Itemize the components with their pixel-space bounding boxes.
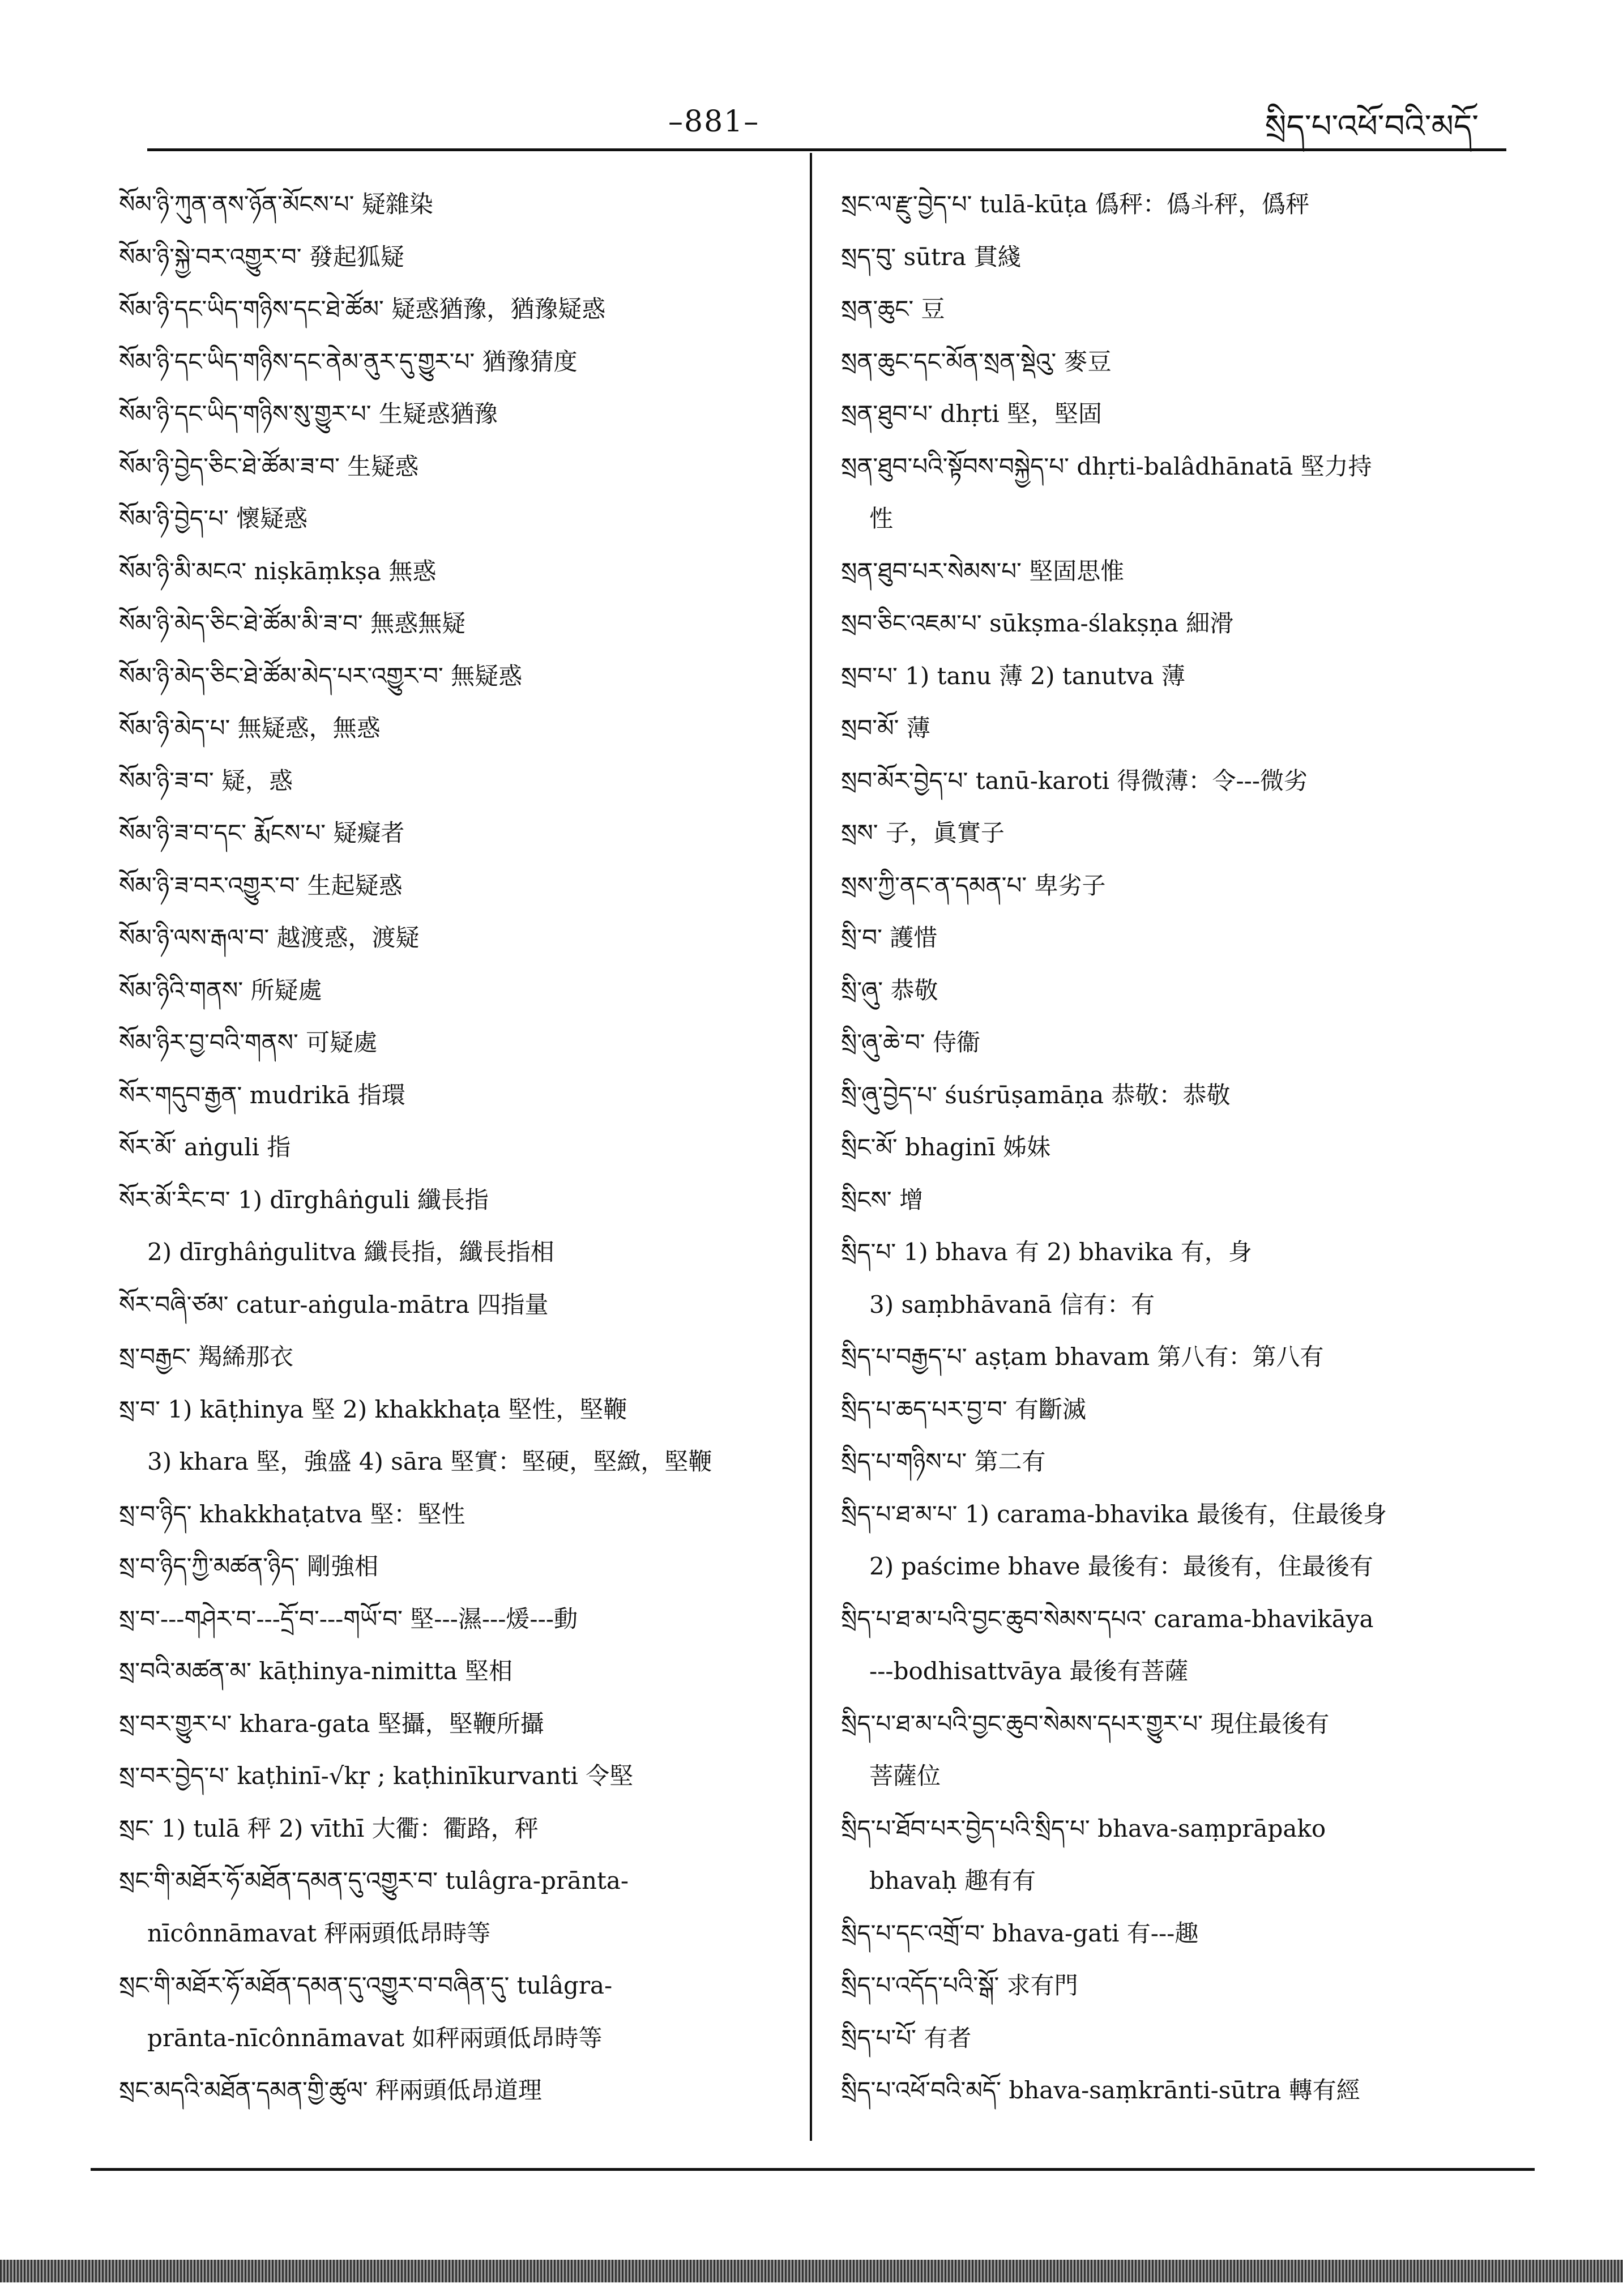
dictionary-entry: སྲིད་པ་དང་འགྲོ་བ་ bhava-gati 有---趣 xyxy=(841,1919,1199,1947)
dictionary-entry: སོམ་ཉི་དང་ཡིད་གཉིས་སུ་གྱུར་པ་ 生疑惑猶豫 xyxy=(119,400,498,428)
dictionary-entry: སྲིད་པ་པོ་ 有者 xyxy=(841,2024,972,2052)
left-column xyxy=(119,178,804,2117)
dictionary-entry: སྲིད་པ་བརྒྱད་པ་ aṣṭam bhavam 第八有：第八有 xyxy=(841,1343,1324,1371)
dictionary-entry: སོམ་ཉི་སྐྱེ་བར་འགྱུར་བ་ 發起狐疑 xyxy=(119,242,404,271)
dictionary-entry: སོམ་ཉི་ལས་རྒལ་བ་ 越渡惑，渡疑 xyxy=(119,924,420,951)
dictionary-entry: སོམ་ཉི་བྱེད་ཅིང་ཐེ་ཚོམ་ཟ་བ་ 生疑惑 xyxy=(119,452,419,480)
dictionary-entry: སྲན་ཐུབ་པར་སེམས་པ་ 堅固思惟 xyxy=(841,557,1125,585)
dictionary-entry: སྲང་ 1) tulā 秤 2) vīthī 大衢：衢路，秤 xyxy=(119,1814,539,1842)
dictionary-entry: སྲ་བ་ཉིད་ khakkhaṭatva 堅：堅性 xyxy=(119,1500,465,1528)
entry-continuation: ---bodhisattvāya 最後有菩薩 xyxy=(869,1657,1189,1685)
page-number: –881– xyxy=(668,105,760,139)
dictionary-entry: སོར་བཞི་ཙམ་ catur-aṅgula-mātra 四指量 xyxy=(119,1290,549,1318)
entry-continuation: 3) khara 堅，強盛 4) sāra 堅實：堅硬，堅緻，堅鞭 xyxy=(147,1448,712,1475)
entry-continuation: 2) dīrghâṅgulitva 纖長指，纖長指相 xyxy=(147,1238,554,1266)
dictionary-entry: སྲས་ 子，眞實子 xyxy=(841,819,1005,847)
dictionary-entry: སྲན་ཐུབ་པའི་སྟོབས་བསྐྱེད་པ་ dhṛti-balâdhānatā 堅力持 xyxy=(841,452,1372,480)
bottom-rule xyxy=(91,2168,1535,2171)
dictionary-entry: སྲབ་ཅིང་འཇམ་པ་ sūkṣma-ślakṣṇa 細滑 xyxy=(841,609,1234,637)
dictionary-entry: སྲིད་པ་ཐ་མ་པའི་བྱང་ཆུབ་སེམས་དཔར་གྱུར་པ་ 現住最後有 xyxy=(841,1709,1330,1738)
dictionary-entry: སོམ་ཉི་མེད་ཅིང་ཐེ་ཚོམ་མི་ཟ་བ་ 無惑無疑 xyxy=(119,609,466,637)
dictionary-entry: སྲད་བུ་ sūtra 貫綫 xyxy=(841,242,1022,271)
dictionary-entry: སྲིད་པ་ཆད་པར་བྱ་བ་ 有斷滅 xyxy=(841,1395,1087,1423)
dictionary-entry: སྲི་ཞུ་བྱེད་པ་ śuśrūṣamāṇa 恭敬：恭敬 xyxy=(841,1081,1231,1109)
dictionary-entry: སོམ་ཉི་མེད་པ་ 無疑惑，無惑 xyxy=(119,714,381,742)
dictionary-entry: སྲབ་པ་ 1) tanu 薄 2) tanutva 薄 xyxy=(841,662,1185,690)
dictionary-entry: སྲིད་པ་འདོད་པའི་སྒོ་ 求有門 xyxy=(841,1971,1078,1999)
entry-continuation: prānta-nīcônnāmavat 如秤兩頭低昂時等 xyxy=(147,2024,603,2052)
dictionary-entry: སྲང་ལ་རྫུ་བྱེད་པ་ tulā-kūṭa 僞秤：僞斗秤，僞秤 xyxy=(841,190,1310,218)
dictionary-entry: སྲ་བའི་མཚན་མ་ kāṭhinya-nimitta 堅相 xyxy=(119,1657,512,1685)
dictionary-entry: སྲིད་པ་ཐོབ་པར་བྱེད་པའི་སྲིད་པ་ bhava-saṃprāpako xyxy=(841,1814,1326,1842)
column-divider xyxy=(810,153,812,2141)
dictionary-entry: སྲིད་པ་འཕོ་བའི་མདོ་ bhava-saṃkrānti-sūtra 轉有經 xyxy=(841,2076,1360,2104)
dictionary-entry: སྲིད་པ་ཐ་མ་པའི་བྱང་ཆུབ་སེམས་དཔའ་ carama-bhavikāya xyxy=(841,1604,1374,1633)
dictionary-entry: སོམ་ཉི་དང་ཡིད་གཉིས་དང་ནེམ་ནུར་དུ་གྱུར་པ་ 猶豫猜度 xyxy=(119,347,578,375)
dictionary-entry: སོམ་ཉིའི་གནས་ 所疑處 xyxy=(119,976,322,1004)
dictionary-entry: སོམ་ཉི་ཟ་བ་དང་ རྨོངས་པ་ 疑癡者 xyxy=(119,819,405,847)
dictionary-entry: སོམ་ཉི་མི་མངའ་ niṣkāṃkṣa 無惑 xyxy=(119,557,437,585)
dictionary-entry: སོམ་ཉི་ཟ་བ་ 疑，惑 xyxy=(119,766,293,795)
dictionary-entry: སོམ་ཉིར་བྱ་བའི་གནས་ 可疑處 xyxy=(119,1028,378,1056)
entry-continuation: 3) saṃbhāvanā 信有：有 xyxy=(869,1290,1155,1318)
dictionary-entry: སྲས་ཀྱི་ནང་ན་དམན་པ་ 卑劣子 xyxy=(841,871,1106,899)
entry-continuation: 2) paścime bhave 最後有：最後有，住最後有 xyxy=(869,1552,1373,1580)
running-head: སྲིད་པ་འཕོ་བའི་མདོ་ xyxy=(1265,108,1479,145)
dictionary-entry: སོམ་ཉི་དང་ཡིད་གཉིས་དང་ཐེ་ཚོམ་ 疑惑猶豫，猶豫疑惑 xyxy=(119,295,606,323)
dictionary-entry: སྲ་བར་གྱུར་པ་ khara-gata 堅攝，堅鞭所攝 xyxy=(119,1709,544,1738)
dictionary-entry: སོམ་ཉི་ཟ་བར་འགྱུར་བ་ 生起疑惑 xyxy=(119,871,403,899)
entry-continuation: 性 xyxy=(869,505,894,532)
dictionary-entry: སྲིང་མོ་ bhaginī 姊妹 xyxy=(841,1133,1051,1161)
top-rule xyxy=(147,148,1506,151)
scan-edge xyxy=(0,2260,1623,2282)
dictionary-entry: སྲི་ཞུ་ 恭敬 xyxy=(841,976,938,1004)
dictionary-entry: སྲང་མདའི་མཐོན་དམན་གྱི་ཚུལ་ 秤兩頭低昂道理 xyxy=(119,2076,542,2104)
dictionary-entry: སྲིད་པ་ 1) bhava 有 2) bhavika 有，身 xyxy=(841,1238,1252,1266)
dictionary-entry: སྲབ་མོར་བྱེད་པ་ tanū-karoti 得微薄：令---微劣 xyxy=(841,766,1308,795)
dictionary-entry: སྲ་བརྒྱང་ 羯絺那衣 xyxy=(119,1343,294,1371)
dictionary-entry: སོར་གདུབ་རྒྱན་ mudrikā 指環 xyxy=(119,1081,405,1109)
dictionary-entry: སྲང་གི་མཐོར་ཧོ་མཐོན་དམན་དུ་འགྱུར་བ་བཞིན་དུ་ tulâgra- xyxy=(119,1971,613,1999)
dictionary-entry: སྲིད་པ་གཉིས་པ་ 第二有 xyxy=(841,1448,1046,1475)
right-column xyxy=(841,178,1526,2117)
dictionary-entry: སོར་མོ་ aṅguli 指 xyxy=(119,1133,291,1161)
dictionary-entry: སྲི་བ་ 護惜 xyxy=(841,924,938,951)
dictionary-entry: སྲི་ཞུ་ཆེ་བ་ 侍衞 xyxy=(841,1028,980,1056)
dictionary-entry: སྲང་གི་མཐོར་ཧོ་མཐོན་དམན་དུ་འགྱུར་བ་ tulâgra-prānta- xyxy=(119,1867,629,1894)
dictionary-entry: སྲ་བ་---གཤེར་བ་---དྲོ་བ་---གཡོ་བ་ 堅---濕---煖---動 xyxy=(119,1604,578,1633)
entry-continuation: bhavaḥ 趣有有 xyxy=(869,1867,1036,1894)
entry-continuation: 菩薩位 xyxy=(869,1762,941,1790)
entry-continuation: nīcônnāmavat 秤兩頭低昂時等 xyxy=(147,1919,491,1947)
dictionary-entry: སྲ་བ་ 1) kāṭhinya 堅 2) khakkhaṭa 堅性，堅鞭 xyxy=(119,1395,627,1423)
dictionary-entry: སོམ་ཉི་མེད་ཅིང་ཐེ་ཚོམ་མེད་པར་འགྱུར་བ་ 無疑惑 xyxy=(119,662,523,690)
dictionary-entry: སྲིངས་ 增 xyxy=(841,1185,924,1214)
dictionary-entry: སོམ་ཉི་བྱེད་པ་ 懷疑惑 xyxy=(119,505,308,532)
dictionary-entry: སྲབ་མོ་ 薄 xyxy=(841,714,930,742)
dictionary-entry: སྲན་ཆུང་ 豆 xyxy=(841,295,945,323)
dictionary-entry: སྲིད་པ་ཐ་མ་པ་ 1) carama-bhavika 最後有，住最後身 xyxy=(841,1500,1387,1528)
dictionary-entry: སྲ་བར་བྱེད་པ་ kaṭhinī-√kṛ ; kaṭhinīkurvanti 令堅 xyxy=(119,1762,634,1790)
dictionary-entry: སོར་མོ་རིང་བ་ 1) dīrghâṅguli 纖長指 xyxy=(119,1185,489,1214)
dictionary-entry: སྲ་བ་ཉིད་ཀྱི་མཚན་ཉིད་ 剛強相 xyxy=(119,1552,379,1580)
dictionary-entry: སྲན་ཐུབ་པ་ dhṛti 堅，堅固 xyxy=(841,400,1103,428)
dictionary-entry: སོམ་ཉི་ཀུན་ནས་ཉོན་མོངས་པ་ 疑雜染 xyxy=(119,190,433,218)
dictionary-entry: སྲན་ཆུང་དང་མོན་སྲན་སྡེའུ་ 麥豆 xyxy=(841,347,1112,375)
